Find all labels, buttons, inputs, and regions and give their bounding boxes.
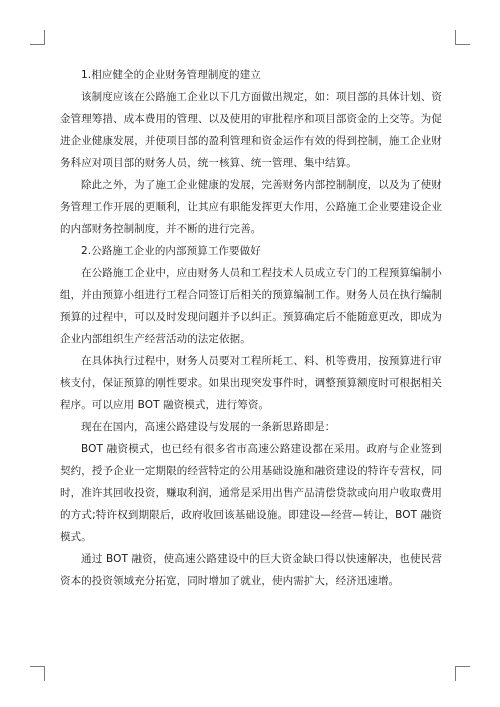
paragraph: BOT 融资模式，也已经有很多省市高速公路建设都在采用。政府与企业签到契约，授予企业一定期限的经营特定的公用基础设施和融资建设的特许专营权，同时，准许其回收投资，赚取利润，通常是采用出售产品清偿贷款或向用户收取费用的方式;特许权到期限后，政府收回该基础设施。即建设—经营—转让，BOT 融资模式。 [60,443,442,543]
crop-mark-bottom-left [30,666,45,681]
paragraph: 在公路施工企业中，应由财务人员和工程技术人员成立专门的工程预算编制小组，并由预算小组进行工程合同签订后相关的预算编制工作。财务人员在执行编制预算的过程中，可以及时发现问题并予以纠正。预算确定后不能随意更改，即成为企业内部组织生产经营活动的法定依据。 [60,267,442,345]
crop-mark-bottom-right [455,666,470,681]
paragraph: 除此之外，为了施工企业健康的发展，完善财务内部控制制度，以及为了使财务管理工作开展的更顺利，让其应有职能发挥更大作用，公路施工企业要建设企业的内部财务控制制度，并不断的进行完善。 [60,179,442,235]
crop-mark-top-right [455,30,470,45]
section-heading-1: 1.相应健全的企业财务管理制度的建立 [81,69,261,81]
paragraph: 现在在国内，高速公路建设与发展的一条新思路即是： [81,421,336,433]
paragraph: 该制度应该在公路施工企业以下几方面做出规定，如：项目部的具体计划、资金管理筹措、成本费用的管理、以及使用的审批程序和项目部资金的上交等。为促进企业健康发展，并使项目部的盈利管理和资金运作有效的得到控制，施工企业财务科应对项目部的财务人员，统一核算、统一管理、集中结算。 [60,91,442,169]
paragraph: 在具体执行过程中，财务人员要对工程所耗工、料、机等费用，按预算进行审核支付，保证预算的刚性要求。如果出现突发事件时，调整预算额度时可根据相关程序。可以应用 BOT 融资模式，进行筹资。 [60,355,442,411]
crop-mark-top-left [30,30,45,45]
paragraph: 通过 BOT 融资，使高速公路建设中的巨大资金缺口得以快速解决，也使民营资本的投资领域充分拓宽，同时增加了就业，使内需扩大，经济迅速增。 [60,553,442,587]
section-heading-2: 2.公路施工企业的内部预算工作要做好 [81,245,261,257]
document-body [60,64,442,592]
